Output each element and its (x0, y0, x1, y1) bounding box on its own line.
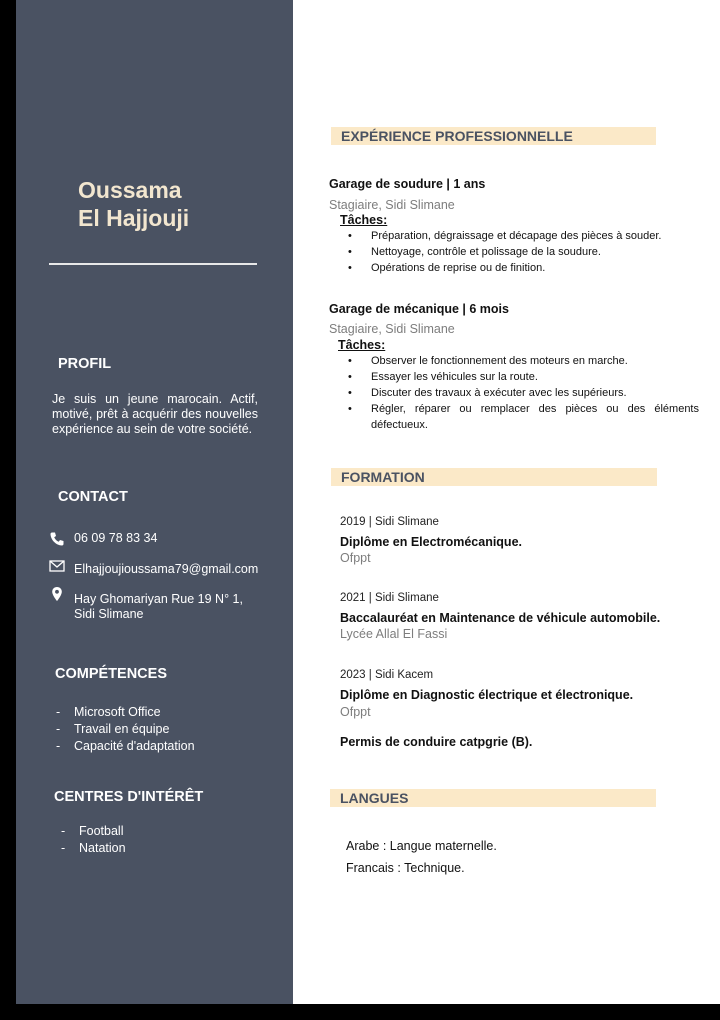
task-item: • Essayer les véhicules sur la route. (337, 369, 699, 385)
last-name: El Hajjouji (78, 205, 190, 231)
tasks-label: Tâches: (338, 338, 386, 352)
interest-item: - Natation (61, 840, 126, 857)
languages-heading: LANGUES (330, 789, 656, 807)
address-line-1: Hay Ghomariyan Rue 19 N° 1, (74, 592, 243, 606)
contact-phone (74, 531, 157, 546)
tasks-label: Tâches: (340, 213, 388, 227)
phone-icon (49, 531, 65, 547)
task-item: • Régler, réparer ou remplacer des pièces ou des éléments défectueux. (337, 401, 699, 433)
task-item: • Observer le fonctionnement des moteurs en marche. (337, 353, 699, 369)
contact-email (74, 562, 258, 577)
resume-page (16, 0, 720, 1004)
skill-item: - Microsoft Office (56, 704, 195, 721)
job-subtitle: Stagiaire, Sidi Slimane (329, 322, 455, 336)
task-item: • Discuter des travaux à exécuter avec les supérieurs. (337, 385, 699, 401)
task-item: • Préparation, dégraissage et décapage des pièces à souder. (337, 228, 705, 244)
interests-list (61, 823, 126, 857)
formation-date: 2021 | Sidi Slimane (340, 592, 439, 604)
formation-heading: FORMATION (331, 468, 657, 486)
language-item: Arabe : Langue maternelle. (346, 839, 497, 853)
phone-number: 06 09 78 83 34 (74, 531, 158, 545)
interest-item: - Football (61, 823, 126, 840)
formation-title: Diplôme en Diagnostic électrique et électronique. (340, 688, 634, 702)
job-title: Garage de mécanique | 6 mois (329, 302, 509, 316)
envelope-icon (49, 558, 65, 574)
language-item: Francais : Technique. (346, 861, 465, 875)
formation-date: 2019 | Sidi Slimane (340, 516, 439, 528)
formation-date: 2023 | Sidi Kacem (340, 669, 434, 681)
name-divider (49, 263, 257, 265)
job-title: Garage de soudure | 1 ans (329, 177, 486, 191)
skills-heading: COMPÉTENCES (55, 666, 167, 682)
job-subtitle: Stagiaire, Sidi Slimane (329, 198, 455, 212)
interests-heading: CENTRES D'INTÉRÊT (54, 789, 204, 805)
contact-address (74, 592, 243, 622)
main-content (293, 0, 720, 1004)
formation-title: Diplôme en Electromécanique. (340, 535, 522, 549)
formation-title: Baccalauréat en Maintenance de véhicule automobile. (340, 611, 661, 625)
formation-institution: Ofppt (340, 551, 371, 565)
contact-heading: CONTACT (58, 489, 128, 505)
driving-permit: Permis de conduire catpgrie (B). (340, 735, 533, 749)
location-pin-icon (49, 586, 65, 602)
task-item: • Nettoyage, contrôle et polissage de la soudure. (337, 244, 705, 260)
skills-list (56, 704, 195, 755)
full-name (78, 176, 189, 232)
formation-institution: Lycée Allal El Fassi (340, 627, 448, 641)
task-list (337, 353, 699, 433)
address-line-2: Sidi Slimane (74, 607, 144, 621)
task-item: • Opérations de reprise ou de finition. (337, 260, 705, 276)
experience-heading: EXPÉRIENCE PROFESSIONNELLE (331, 127, 656, 145)
email-address: Elhajjoujioussama79@gmail.com (74, 562, 259, 576)
first-name: Oussama (78, 177, 182, 203)
task-list (337, 228, 705, 276)
sidebar (16, 0, 293, 1004)
skill-item: - Travail en équipe (56, 721, 195, 738)
skill-item: - Capacité d'adaptation (56, 738, 195, 755)
profil-text: Je suis un jeune marocain. Actif, motivé, prêt à acquérir des nouvelles expérience au sein de votre société. (52, 392, 258, 436)
formation-institution: Ofppt (340, 705, 371, 719)
profil-heading: PROFIL (58, 356, 112, 372)
